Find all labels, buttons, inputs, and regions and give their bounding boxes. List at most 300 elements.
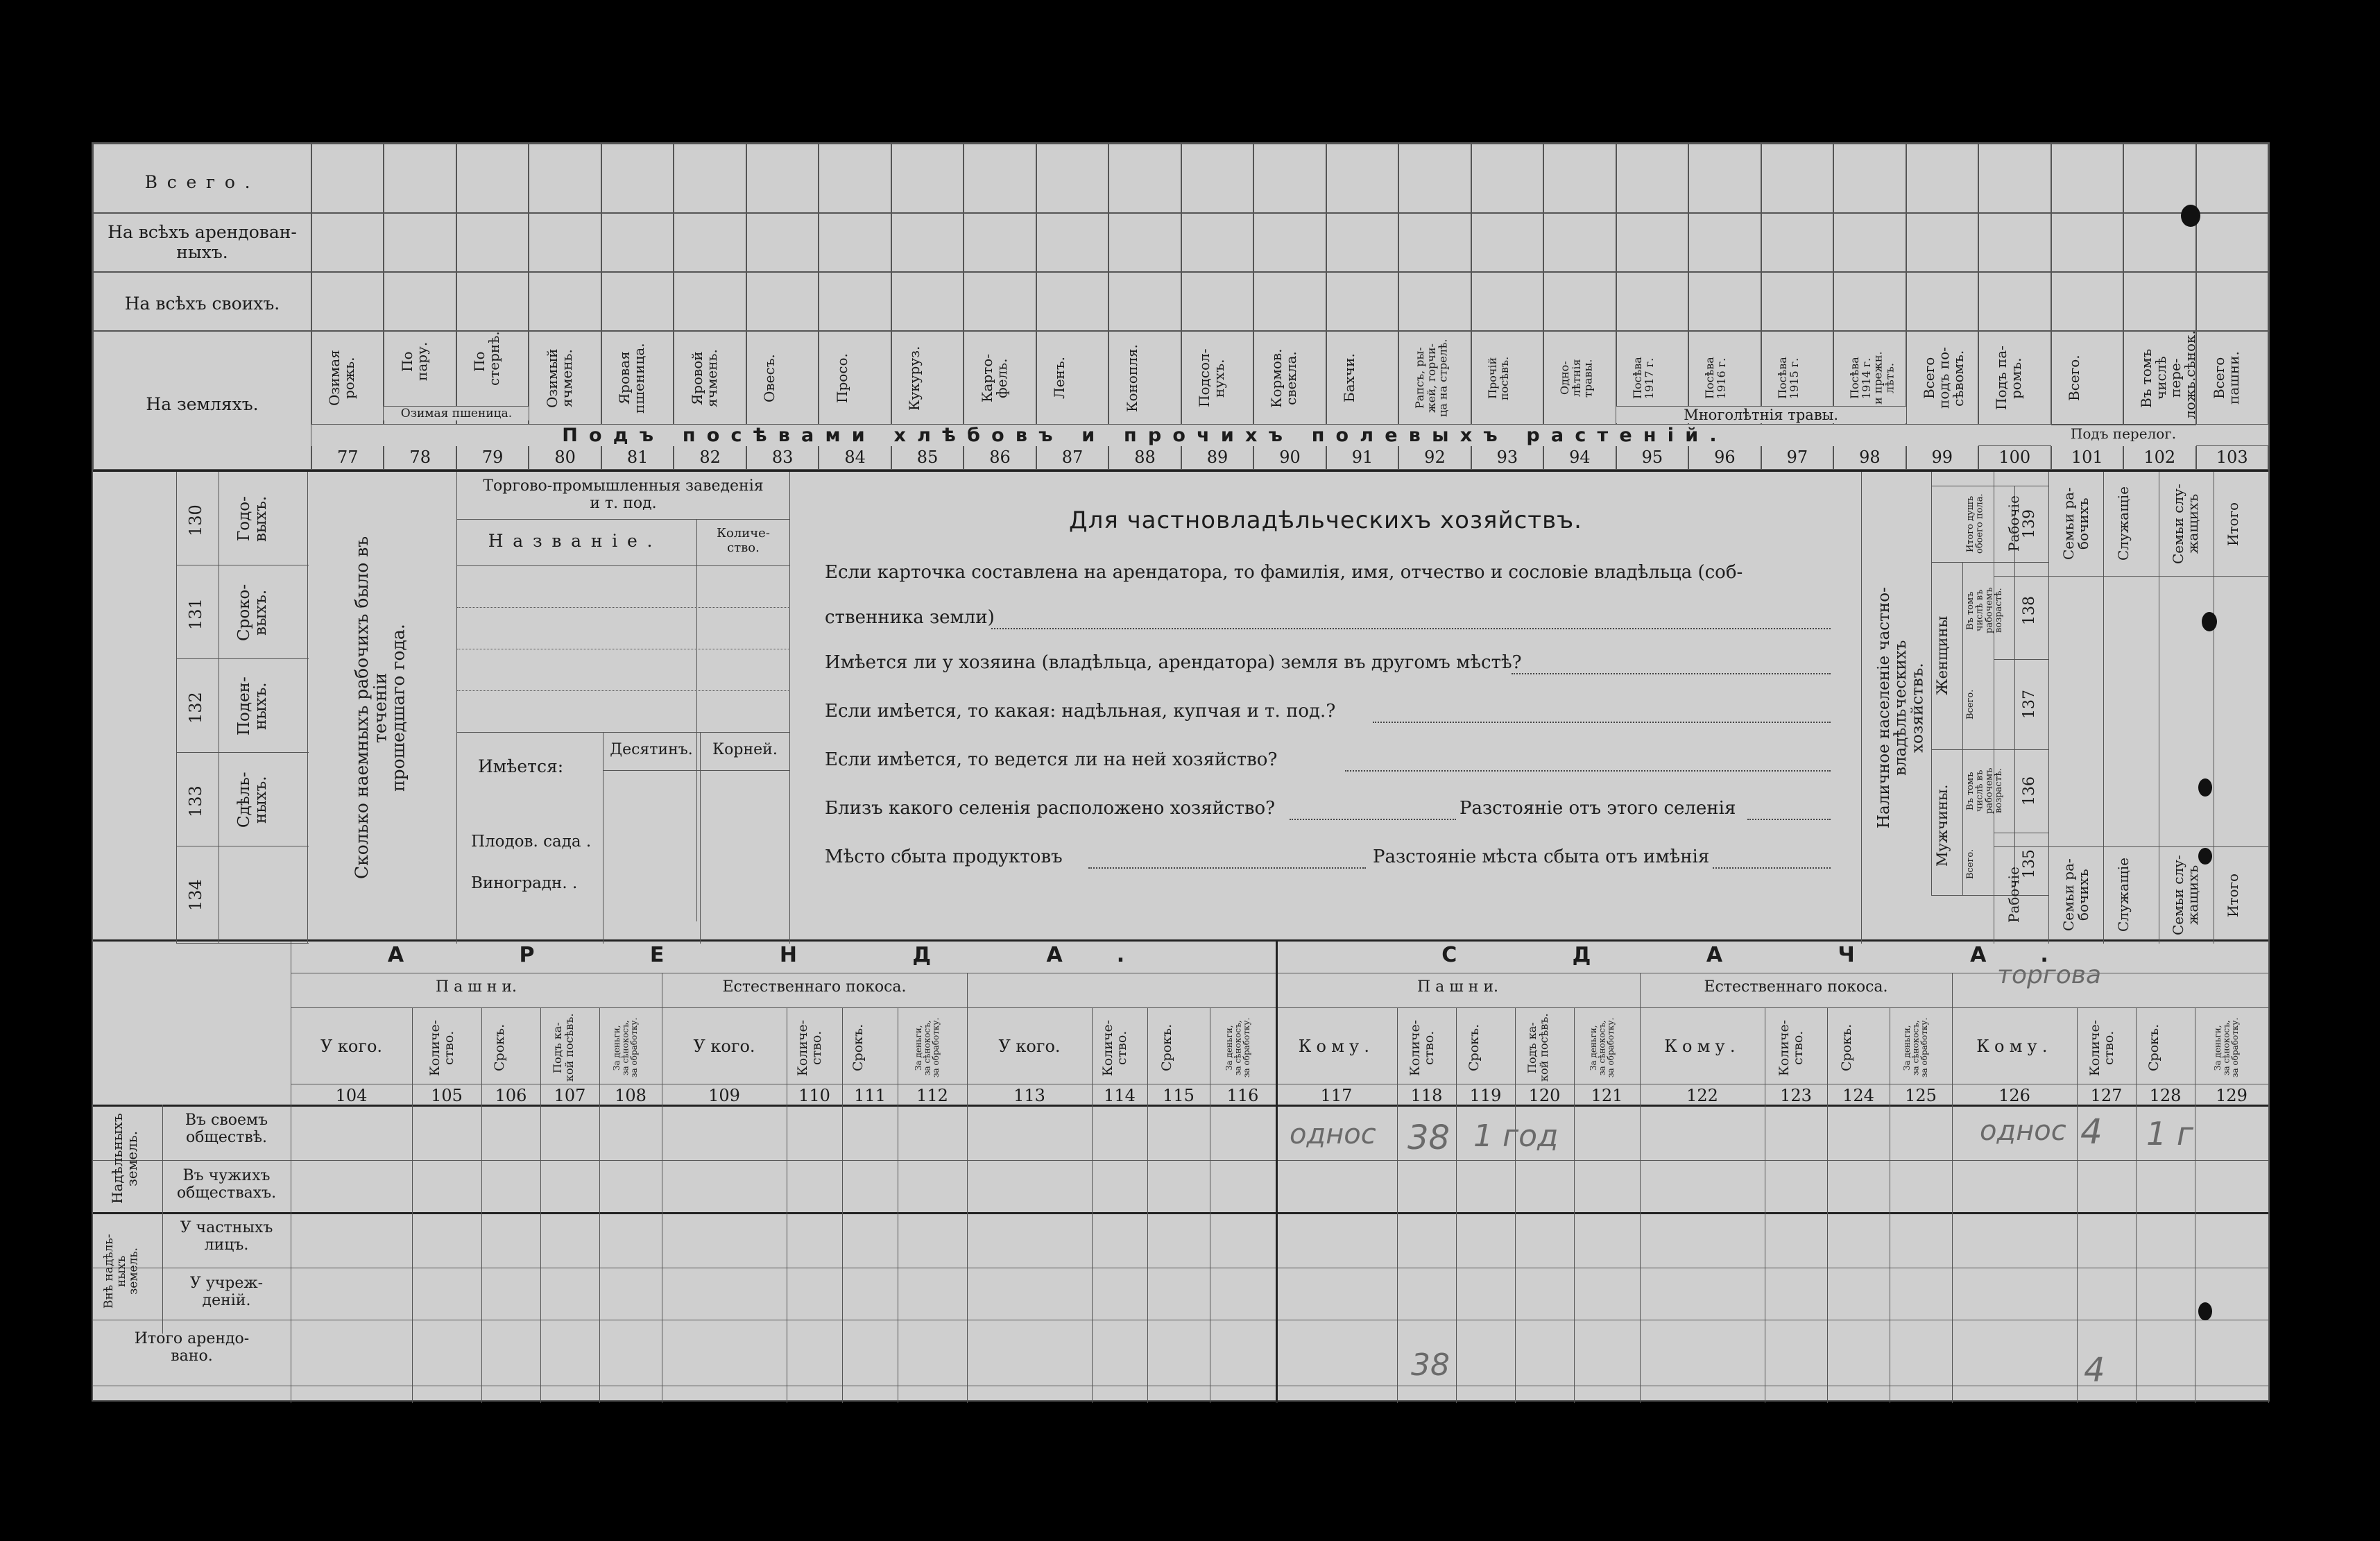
crop-cell [529,144,601,213]
crop-cell [1906,272,1978,331]
pop-number: 138 [2021,596,2038,625]
trade-name-header: Названіе. [488,531,662,551]
crop-header: Подъ па- ромъ. [1993,346,2025,411]
handwritten-komu-2: однос [1980,1115,2066,1147]
column-number [311,445,384,470]
crop-cell [1471,272,1543,331]
crop-header: Конопля. [1123,344,1140,412]
column-number-text: 100 [1998,448,2031,467]
lease-col-header: У кого. [693,1037,755,1056]
garden-label: Плодов. сада . [471,833,592,851]
ozimaya-pshenitsa-label: Озимая пшеница. [384,406,529,420]
crop-header: Яровой ячмень. [688,349,720,407]
crop-header-cell [1398,331,1471,425]
column-number [456,445,529,470]
crop-header-cell [601,331,674,425]
rule [1397,1007,1398,1403]
lease-col-header: Срокъ. [850,1023,866,1072]
crop-cell [1471,144,1543,213]
crop-header-cell [2123,330,2199,425]
lease-col-number: 118 [1410,1086,1443,1105]
category-label-bottom: Служащіе [2114,858,2132,933]
question-village: Близъ какого селенія расположено хозяйство? [825,798,1276,819]
crop-header-cell [1253,331,1326,425]
subgroup-title: П а ш н и. [1416,978,1499,996]
workers-table [176,472,308,944]
column-number [891,445,964,470]
lease-col-header: Кому. [1976,1037,2053,1056]
question-owner: Если карточка составлена на арендатора, то фамилія, имя, отчество и сословіе владѣльца (соб- [825,562,1743,583]
crop-header-cell [674,331,746,425]
category-label-bottom: Рабочіе [2005,867,2022,923]
crop-header: Посѣва 1915 г. [1775,357,1801,400]
crop-cell [746,213,819,272]
crop-cell [891,272,964,331]
lease-col-number: 108 [615,1086,647,1105]
crop-cell [1688,213,1761,272]
crop-cell [1253,213,1326,272]
category-label-top: Итого [2225,502,2242,546]
column-number [1688,445,1761,470]
crop-header: Всего подъ по- сѣвомъ. [1920,347,1967,409]
lease-col-number: 111 [854,1086,886,1105]
lease-col-header: Кому. [1298,1037,1375,1056]
column-number-text: 89 [1206,448,1228,467]
punch-hole [2198,1302,2212,1320]
crop-cell [891,144,964,213]
column-number [1108,445,1181,470]
column-number [2123,445,2195,470]
column-number [1761,445,1833,470]
crop-cell [1326,213,1398,272]
workers-row [177,659,309,753]
lease-col-number: 124 [1842,1086,1874,1105]
pop-number: 136 [2021,776,2038,806]
mnogoletnie-label: Многолѣтнія травы. [1616,406,1906,423]
crop-header-cell [891,331,964,425]
category-label-top: Семьи слу- жащихъ [2170,484,2202,564]
crop-cell [2123,144,2195,213]
column-number-text: 98 [1859,448,1881,467]
crop-header-cell [1906,331,1978,425]
category-label-bottom: Итого [2225,873,2242,917]
rule [1515,1007,1516,1403]
crop-cell [1616,272,1688,331]
column-number [674,445,746,470]
lease-col-header: Срокъ. [1839,1023,1854,1072]
crop-cell [1108,144,1181,213]
crop-cell [1906,144,1978,213]
category-column [2159,472,2214,944]
group-nadelnykh: Надѣльныхъ земель. [109,1113,140,1204]
crop-cell [1398,213,1471,272]
crop-header: Просо. [833,353,850,403]
lease-col-header: Количе- ство. [1100,1019,1129,1076]
population-categories [1994,472,2268,944]
workers-row [177,846,309,944]
crop-cell [1398,144,1471,213]
lease-row-label: У учреж- деній. [189,1275,264,1309]
lease-col-header: Количе- ство. [1777,1019,1806,1076]
column-number-text: 95 [1641,448,1663,467]
column-number-text: 82 [699,448,721,467]
crop-cell [529,272,601,331]
rule [1456,1007,1457,1403]
crop-cell [311,272,384,331]
row-label-vsego [93,144,311,213]
question-land-type: Если имѣется, то какая: надѣльная, купчая и т. под.? [825,701,1336,722]
crop-cell [1036,272,1108,331]
rule [1827,1007,1828,1403]
crop-header: Ленъ. [1051,357,1068,400]
lease-col-number: 129 [2216,1086,2248,1105]
workers-row [177,565,309,659]
lease-col-header: У кого. [998,1037,1061,1056]
crop-cell [384,144,456,213]
middle-section [93,470,2268,942]
row-label-text: На земляхъ. [146,394,259,414]
rule [1092,1007,1093,1403]
handwritten-qty-2: 4 [2080,1112,2103,1152]
group-vne-nadelnykh: Внѣ надѣль- ныхъ земель. [102,1234,141,1309]
crop-header: По пару. [398,341,430,382]
crop-header-cell [1326,331,1398,425]
crop-cell [1833,272,1906,331]
rule [1276,942,1278,1403]
punch-hole [2202,612,2217,631]
column-number-text: 93 [1496,448,1518,467]
crop-cell [819,213,891,272]
rule [481,1007,482,1403]
workers-col-label: Годо- выхъ. [235,495,271,542]
crop-header: Яровая пшеница. [616,343,648,414]
crop-cell [1543,213,1616,272]
crop-header: Прочій посѣвъ. [1485,356,1511,400]
itogo-label: Итого арендо- вано. [134,1330,250,1365]
crop-header-cell [1471,331,1543,425]
rule [1574,1007,1575,1403]
rule [2268,942,2269,1403]
handwritten-qty-1: 38 [1407,1118,1450,1157]
lease-col-header: У кого. [320,1037,383,1056]
top-section [93,144,2268,470]
workers-col-label: Сдѣль- ныхъ. [235,772,271,828]
imeetsya-label: Имѣется: [478,756,564,776]
crop-cell [601,272,674,331]
crop-cell [529,213,601,272]
crop-cell [1036,213,1108,272]
lease-col-number: 117 [1320,1086,1353,1105]
lease-col-header: За деньги, за сѣнокосъ, за обработку. [2213,1017,2241,1078]
trade-table [457,472,790,944]
crop-cell [1688,272,1761,331]
lease-col-header: Количе- ство. [427,1019,456,1076]
pop-men-label: Мужчины. [1934,784,1951,867]
column-number [1833,445,1906,470]
column-number-text: 88 [1134,448,1156,467]
column-number [2051,445,2123,470]
rule [2136,1007,2137,1403]
crop-header-cell [529,331,601,425]
crop-cell [1253,272,1326,331]
row-label-text: На всѣхъ своихъ. [124,293,280,314]
column-number [1471,445,1543,470]
lease-col-header: Срокъ. [2146,1023,2161,1072]
rule [2077,1007,2078,1403]
lease-col-number: 114 [1104,1086,1136,1105]
crop-header-cell [311,331,384,425]
lease-col-header: За деньги, за сѣнокосъ, за обработку. [1902,1017,1930,1078]
column-number [1543,445,1616,470]
workers-col-label: Поден- ныхъ. [235,676,271,735]
column-number [964,445,1036,470]
column-number [1181,445,1253,470]
population-title: Наличное населеніе частно-владѣльческихъ хозяйствъ. [1875,587,1927,828]
crop-header: Всего. [2065,355,2082,402]
crop-grid [311,144,2268,470]
crop-header: Всего пашни. [2210,351,2242,405]
crop-header: Въ томъ числѣ пере- ложь.сѣнок. [2138,330,2199,419]
lease-col-header: Подъ ка- кой посѣвъ. [1525,1013,1550,1082]
crop-cell [2051,213,2123,272]
crop-header: Посѣва 1916 г. [1703,357,1729,400]
crop-header: Одно- лѣтнія травы. [1558,359,1595,398]
crop-cell [1616,144,1688,213]
lease-col-number: 127 [2090,1086,2123,1105]
lease-col-number: 122 [1686,1086,1718,1105]
pop-women-label: Женщины [1934,615,1951,696]
rule [412,1007,413,1403]
rule [540,1007,541,1403]
column-number [2196,445,2268,470]
crop-cell [819,272,891,331]
column-number [819,445,891,470]
workers-title: Сколько наемныхъ рабочихъ было въ теченіи прошедшаго года. [352,536,409,880]
lease-col-number: 106 [495,1086,527,1105]
crop-header: Посѣва 1917 г. [1630,357,1656,400]
lease-col-number: 128 [2149,1086,2182,1105]
crop-cell [384,272,456,331]
subgroup-title: П а ш н и. [435,978,517,996]
crop-cell [1616,213,1688,272]
crop-header: Кукуруз. [906,346,923,411]
lease-col-number: 105 [431,1086,463,1105]
lease-row-label: Въ своемъ обществѣ. [185,1112,268,1146]
row-label-text: На всѣхъ арендован- ныхъ. [108,222,297,262]
lease-row-label: У частныхъ лицъ. [180,1219,273,1254]
lease-col-header: Срокъ. [1159,1023,1174,1072]
category-column [2104,472,2159,944]
crop-header-cell [1978,331,2051,425]
lease-col-header: За деньги, за сѣнокосъ, за обработку. [612,1017,640,1078]
column-number [384,445,456,470]
lease-col-number: 113 [1013,1086,1045,1105]
column-number-text: 92 [1424,448,1446,467]
lease-row-label: Въ чужихъ обществахъ. [176,1167,277,1202]
trade-title: Торгово-промышленныя заведенія и т. под. [483,477,764,512]
pop-sublabel: Всего. [1965,689,1976,720]
crop-cell [2051,144,2123,213]
crop-cell [891,213,964,272]
crop-cell [2051,272,2123,331]
desyatin-header: Десятинъ. [610,741,693,758]
crop-cell [601,213,674,272]
column-number-text: 86 [989,448,1011,467]
crop-cell [674,213,746,272]
column-number-text: 84 [844,448,866,467]
column-number [1906,445,1978,470]
column-number [601,445,674,470]
lease-col-number: 115 [1163,1086,1195,1105]
lease-col-number: 112 [916,1086,948,1105]
section-title: Подъ посѣвами хлѣбовъ и прочихъ полевыхъ растеній. [311,424,1978,446]
crop-cell [1471,213,1543,272]
column-number [1326,445,1398,470]
crop-cell [1978,144,2051,213]
column-number-text: 94 [1569,448,1591,467]
crop-header: Бахчи. [1340,353,1358,403]
handwritten-srok-2: 1 г [2146,1115,2194,1152]
sdacha-title: С Д А Ч А. [1441,943,2103,967]
lease-col-number: 120 [1528,1086,1561,1105]
lease-col-header: Подъ ка- кой посѣвъ. [550,1013,576,1082]
korney-header: Корней. [712,741,778,758]
crop-cell [1181,213,1253,272]
workers-col-number: 131 [186,598,205,630]
category-label-bottom: Семьи слу- жащихъ [2170,855,2202,935]
lease-col-number: 109 [708,1086,740,1105]
crop-header: Рапсъ, ры- жей, горчи- ца на стрелѣ. [1413,339,1450,418]
row-label-arendovannykh [93,213,311,272]
crop-header-cell [964,331,1036,425]
workers-col-number: 134 [186,879,205,911]
category-label-top: Семьи ра- бочихъ [2060,487,2091,561]
crop-cell [1761,213,1833,272]
crop-header-cell [2051,331,2123,425]
crop-header: Озимый ячмень. [543,348,575,408]
crop-cell [1398,272,1471,331]
crop-cell [1326,272,1398,331]
private-estate-box [790,472,1862,944]
crop-cell [2196,213,2268,272]
crop-cell [674,272,746,331]
crop-cell [1906,213,1978,272]
crop-cell [674,144,746,213]
crop-header: Кормов. свекла. [1268,348,1300,408]
column-number-text: 96 [1714,448,1736,467]
crop-header-cell [1108,331,1181,425]
column-number-text: 103 [2216,448,2248,467]
lease-col-number: 123 [1780,1086,1812,1105]
workers-row [177,472,309,565]
question-market-distance: Разстояніе мѣста сбыта отъ имѣнія [1373,846,1710,867]
crop-cell [1253,144,1326,213]
column-number [746,445,819,470]
crop-cell [456,144,529,213]
column-number [1253,445,1326,470]
workers-col-label: Сроко- выхъ. [235,584,271,641]
crop-header-cell [1543,331,1616,425]
crop-cell [1543,272,1616,331]
column-number-text: 85 [916,448,939,467]
crop-cell [964,213,1036,272]
punch-hole [2198,778,2212,797]
rule [1962,562,1963,895]
pop-sublabel: Въ томъ числѣ въ рабочемъ возрастѣ. [1965,767,2004,815]
pop-sublabel: Всего. [1965,849,1976,879]
handwritten-total-38: 38 [1411,1347,1450,1383]
crop-cell [311,144,384,213]
row-label-zemlyakh [93,331,311,470]
question-market: Мѣсто сбыта продуктовъ [825,846,1063,867]
crop-cell [456,213,529,272]
crop-cell [1543,144,1616,213]
crop-cell [2196,272,2268,331]
pereloga-label: Подъ перелог. [2051,425,2196,446]
category-label-top: Служащіе [2114,486,2132,561]
column-number-text: 78 [409,448,431,467]
lease-col-header: За деньги, за сѣнокосъ, за обработку. [914,1017,941,1078]
rule [93,1160,2268,1161]
rule [1147,1007,1148,1403]
lease-col-number: 110 [798,1086,830,1105]
lease-col-header: За деньги, за сѣнокосъ, за обработку. [1224,1017,1251,1078]
crop-cell [1978,213,2051,272]
lease-col-number: 104 [335,1086,368,1105]
column-number [1616,445,1688,470]
workers-col-number: 130 [186,504,205,536]
crop-cell [2123,272,2195,331]
crop-cell [601,144,674,213]
crop-cell [1326,144,1398,213]
column-number [1398,445,1471,470]
trade-qty-header: Количе- ство. [717,526,770,555]
workers-title-box [308,472,457,944]
crop-cell [1688,144,1761,213]
column-number-text: 102 [2143,448,2176,467]
rule [93,1212,2268,1214]
census-card [92,142,2270,1402]
lease-col-header: Количе- ство. [1407,1019,1437,1076]
pop-sublabel: Въ томъ числѣ въ рабочемъ возрастѣ. [1965,587,2004,634]
punch-hole [2198,848,2212,865]
pop-number: 135 [2021,849,2038,878]
crop-cell [2196,144,2268,213]
question-other-land: Имѣется ли у хозяина (владѣльца, арендатора) земля въ другомъ мѣстѣ? [825,652,1522,673]
column-number [1036,445,1108,470]
column-number-text: 80 [554,448,576,467]
crop-cell [1761,272,1833,331]
crop-header: Озимая рожь. [326,350,358,407]
crop-cell [746,144,819,213]
lease-col-header: Количе- ство. [2087,1019,2116,1076]
column-number-text: 91 [1351,448,1373,467]
subgroup-title: Естественнаго покоса. [1704,978,1888,996]
subgroup-title: Естественнаго покоса. [722,978,907,996]
column-number [529,445,601,470]
lease-col-number: 107 [554,1086,586,1105]
category-column [2214,472,2269,944]
crop-cell [1761,144,1833,213]
crop-cell [311,213,384,272]
lease-col-number: 125 [1905,1086,1937,1105]
crop-cell [819,144,891,213]
column-number-text: 99 [1931,448,1953,467]
pop-sublabel: Итого душъ обоего пола. [1965,493,1985,554]
crop-header-cell [746,331,819,425]
crop-cell [1833,213,1906,272]
lease-section [93,942,2268,1403]
